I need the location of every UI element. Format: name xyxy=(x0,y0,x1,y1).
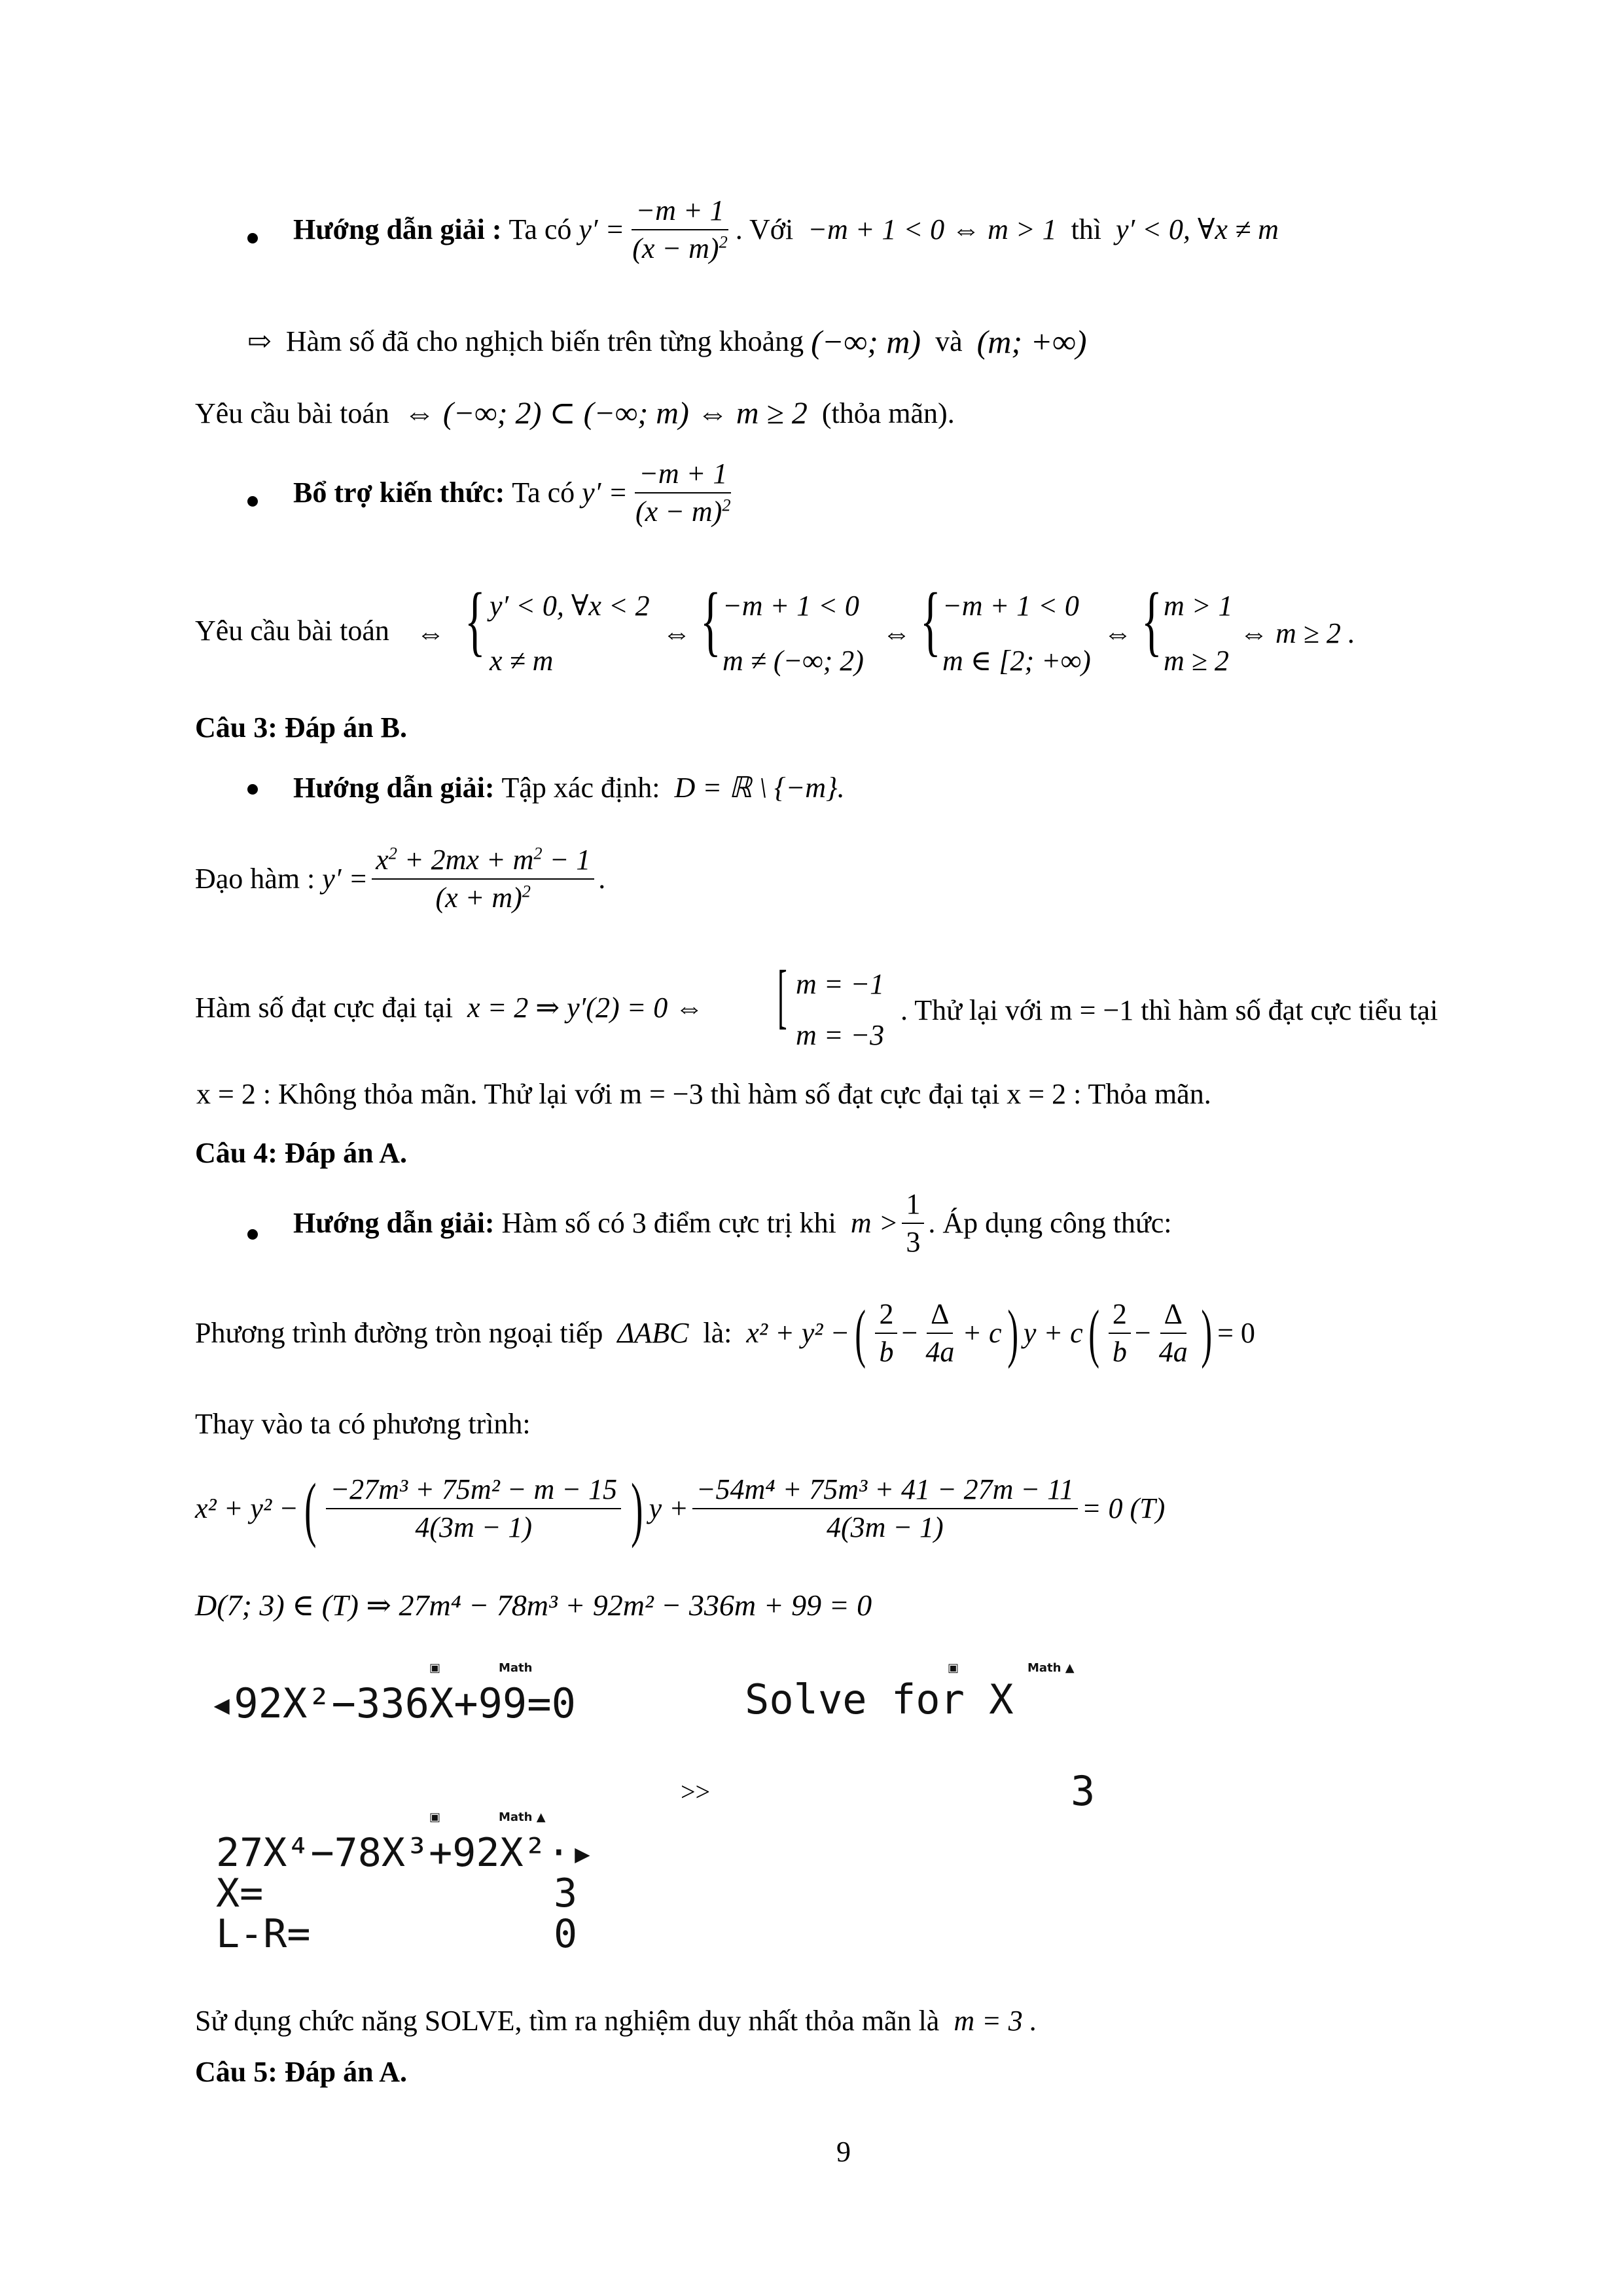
fraction xyxy=(1109,1300,1131,1367)
question-3-title: Câu 3: Đáp án B. xyxy=(195,711,407,744)
minus: − xyxy=(1134,1317,1151,1349)
fraction xyxy=(875,1300,897,1367)
text: thì xyxy=(1071,213,1102,245)
calc-math-indicator: Math xyxy=(499,1661,533,1675)
brace: { xyxy=(1141,577,1162,664)
label: Hướng dẫn giải : xyxy=(293,213,502,245)
line-requirement xyxy=(195,398,955,429)
calc-lr-value: 0 xyxy=(554,1911,578,1957)
den-base: (x − m) xyxy=(632,232,719,264)
bullet xyxy=(247,784,258,795)
line-circle-equation xyxy=(195,1297,1255,1369)
text: Ta có xyxy=(508,213,572,245)
expression: ⇔ (−∞; 2) ⊂ (−∞; m) ⇔ m ≥ 2 xyxy=(403,396,808,431)
numerator: 2 xyxy=(1109,1300,1131,1334)
iff: ⇔ xyxy=(662,617,691,649)
system-2-b: m ≠ (−∞; 2) xyxy=(722,645,864,677)
numerator: −m + 1 xyxy=(632,196,728,230)
bullet xyxy=(247,496,258,507)
condition: −m + 1 < 0 ⇔ m > 1 xyxy=(808,213,1057,245)
arrow-icon: ⇨ xyxy=(247,325,272,357)
line-derivative xyxy=(195,843,606,914)
fraction xyxy=(632,459,735,526)
iff: ⇔ xyxy=(882,617,911,649)
numerator: Δ xyxy=(927,1300,953,1334)
denominator: 4a xyxy=(1158,1336,1188,1368)
line-equation-T xyxy=(195,1469,1166,1549)
system-3-b: m ∈ [2; +∞) xyxy=(942,645,1091,677)
denominator: 4(3m − 1) xyxy=(415,1511,533,1543)
text: . Áp dụng công thức: xyxy=(928,1207,1172,1239)
bullet xyxy=(247,233,258,243)
line-decreasing xyxy=(247,325,1087,358)
line-system-label xyxy=(195,617,389,645)
text: Yêu cầu bài toán xyxy=(195,397,389,429)
line-check xyxy=(196,1080,1211,1109)
system-2-a: −m + 1 < 0 xyxy=(722,590,859,622)
paren: ) xyxy=(1201,1297,1212,1369)
calc-screen-3-line: 27X⁴−78X³+92X²·▸ xyxy=(216,1830,594,1876)
bracket: [ xyxy=(777,956,787,1035)
denominator: 4a xyxy=(925,1336,955,1368)
conclusion: ⇔ m ≥ 2 . xyxy=(1240,617,1355,649)
text: Phương trình đường tròn ngoại tiếp xyxy=(195,1317,603,1349)
denominator xyxy=(628,230,732,263)
numerator xyxy=(372,843,594,880)
denominator: b xyxy=(1112,1336,1127,1368)
num-exp: 2 xyxy=(388,843,397,863)
denominator: 4(3m − 1) xyxy=(826,1511,944,1543)
label: Hướng dẫn giải: xyxy=(293,1207,495,1239)
denominator: 3 xyxy=(906,1226,921,1258)
yprime: y′ = xyxy=(582,476,628,509)
fraction xyxy=(692,1475,1078,1542)
numerator: −27m³ + 75m² − m − 15 xyxy=(326,1475,620,1509)
yprime: y′ = xyxy=(579,213,625,245)
line-maximum xyxy=(195,994,704,1022)
bullet xyxy=(247,1229,258,1240)
case-1: m = −1 xyxy=(796,968,885,1000)
question-4-title: Câu 4: Đáp án A. xyxy=(195,1137,407,1169)
triangle: ΔABC xyxy=(617,1317,689,1349)
paren: ) xyxy=(1007,1297,1018,1369)
line-domain xyxy=(293,774,845,802)
paren: ( xyxy=(855,1297,866,1369)
text: Hàm số có 3 điểm cực trị khi xyxy=(501,1207,836,1239)
num-exp: 2 xyxy=(533,843,543,863)
den-base: (x − m) xyxy=(635,495,722,528)
paren: ( xyxy=(304,1469,317,1549)
text: Hàm số đạt cực đại tại xyxy=(195,992,454,1024)
fraction xyxy=(1155,1300,1192,1367)
expression: m > xyxy=(850,1207,899,1239)
paren: ( xyxy=(1088,1297,1099,1369)
text: Yêu cầu bài toán xyxy=(195,615,389,647)
rhs: = 0 (T) xyxy=(1081,1492,1166,1524)
brace: { xyxy=(465,577,486,664)
system-1-b: x ≠ m xyxy=(490,645,554,677)
text: Ta có xyxy=(512,476,575,509)
interval: (m; +∞) xyxy=(976,323,1087,360)
text: là: xyxy=(703,1317,732,1349)
numerator: Δ xyxy=(1160,1300,1186,1334)
line-point-D xyxy=(195,1590,872,1621)
page-number: 9 xyxy=(836,2136,851,2168)
text: Thay vào ta có phương trình: xyxy=(195,1408,531,1440)
calc-indicator: ▣ xyxy=(429,1810,441,1824)
system-1-a: y′ < 0, ∀x < 2 xyxy=(490,590,650,622)
line-support xyxy=(293,459,739,526)
den-exp: 2 xyxy=(522,881,531,901)
label: Hướng dẫn giải: xyxy=(293,772,495,804)
expression: x = 2 ⇒ y′(2) = 0 ⇔ xyxy=(467,992,704,1024)
den-exp: 2 xyxy=(722,495,731,515)
calc-x-value: 3 xyxy=(554,1871,578,1916)
line-substitute xyxy=(195,1410,531,1439)
expression: D(7; 3) ∈ (T) ⇒ 27m⁴ − 78m³ + 92m² − 336m + 99 = 0 xyxy=(195,1588,872,1622)
text: (thỏa mãn). xyxy=(821,397,955,429)
den-base: (x + m) xyxy=(435,882,522,914)
fraction xyxy=(902,1190,924,1257)
label: Bổ trợ kiến thức: xyxy=(293,476,505,509)
numerator: −54m⁴ + 75m³ + 41 − 27m − 11 xyxy=(692,1475,1078,1509)
numerator: 1 xyxy=(902,1190,924,1224)
calc-math-indicator: Math ▲ xyxy=(1027,1661,1075,1675)
lhs: x² + y² − xyxy=(195,1492,298,1524)
calc-x-label: X= xyxy=(216,1871,264,1916)
brace: { xyxy=(700,577,721,664)
fraction xyxy=(372,843,594,914)
numerator: −m + 1 xyxy=(635,459,731,493)
calc-math-indicator: Math ▲ xyxy=(499,1810,546,1824)
calc-lr-label: L-R= xyxy=(216,1911,311,1957)
num-part: − 1 xyxy=(542,844,591,876)
fraction xyxy=(326,1475,620,1542)
yprime: y′ = xyxy=(322,863,368,895)
system-3-a: −m + 1 < 0 xyxy=(942,590,1079,622)
den-exp: 2 xyxy=(719,232,728,252)
result: y′ < 0, ∀x ≠ m xyxy=(1116,213,1279,245)
num-part: + 2mx + m xyxy=(397,844,534,876)
denominator xyxy=(632,493,735,526)
calc-indicator: ▣ xyxy=(429,1661,441,1675)
text: . xyxy=(598,863,606,895)
iff: ⇔ xyxy=(416,617,445,649)
brace: { xyxy=(920,577,941,664)
system-4-b: m ≥ 2 xyxy=(1164,645,1229,677)
denominator: b xyxy=(879,1336,894,1368)
fraction xyxy=(921,1300,958,1367)
denominator xyxy=(431,880,535,912)
calc-screen-2-line: Solve for X xyxy=(745,1676,1014,1723)
line-solve xyxy=(195,2007,1037,2036)
text: Đạo hàm : xyxy=(195,863,315,895)
line-hint-1 xyxy=(293,196,1279,263)
paren: ) xyxy=(631,1469,643,1549)
term: + c xyxy=(962,1317,1002,1349)
text: Sử dụng chức năng SOLVE, tìm ra nghiệm duy nhất thỏa mãn là xyxy=(195,2005,940,2037)
question-5-title: Câu 5: Đáp án A. xyxy=(195,2056,407,2088)
fraction xyxy=(628,196,732,263)
calc-screen-1-line: ◂92X²−336X+99=0 xyxy=(209,1679,576,1727)
system-4-a: m > 1 xyxy=(1164,590,1233,622)
calc-indicator: ▣ xyxy=(948,1661,959,1675)
numerator: 2 xyxy=(875,1300,897,1334)
calc-screen-2-result: 3 xyxy=(1071,1767,1096,1815)
text: Hàm số đã cho nghịch biến trên từng khoảng xyxy=(285,325,804,357)
case-2: m = −3 xyxy=(796,1019,885,1051)
line-extrema xyxy=(293,1190,1172,1257)
text: x = 2 : Không thỏa mãn. Thử lại với m = −3 thì hàm số đạt cực đại tại x = 2 : Thỏa mãn. xyxy=(196,1078,1211,1110)
interval: (−∞; m) xyxy=(811,323,921,360)
term: y + xyxy=(649,1492,688,1524)
text: Tập xác định: xyxy=(501,772,660,804)
arrow-icon: >> xyxy=(681,1777,711,1806)
iff: ⇔ xyxy=(1103,617,1132,649)
text: . Với xyxy=(735,213,794,245)
expression: D = ℝ \ {−m}. xyxy=(674,772,845,804)
text: và xyxy=(935,325,963,357)
num-part: x xyxy=(376,844,389,876)
rhs: = 0 xyxy=(1217,1317,1255,1349)
minus: − xyxy=(901,1317,918,1349)
text: . Thử lại với m = −1 thì hàm số đạt cực tiểu tại xyxy=(901,994,1438,1026)
lhs: x² + y² − xyxy=(746,1317,850,1349)
expression: m = 3 . xyxy=(954,2005,1037,2037)
term: y + c xyxy=(1023,1317,1083,1349)
